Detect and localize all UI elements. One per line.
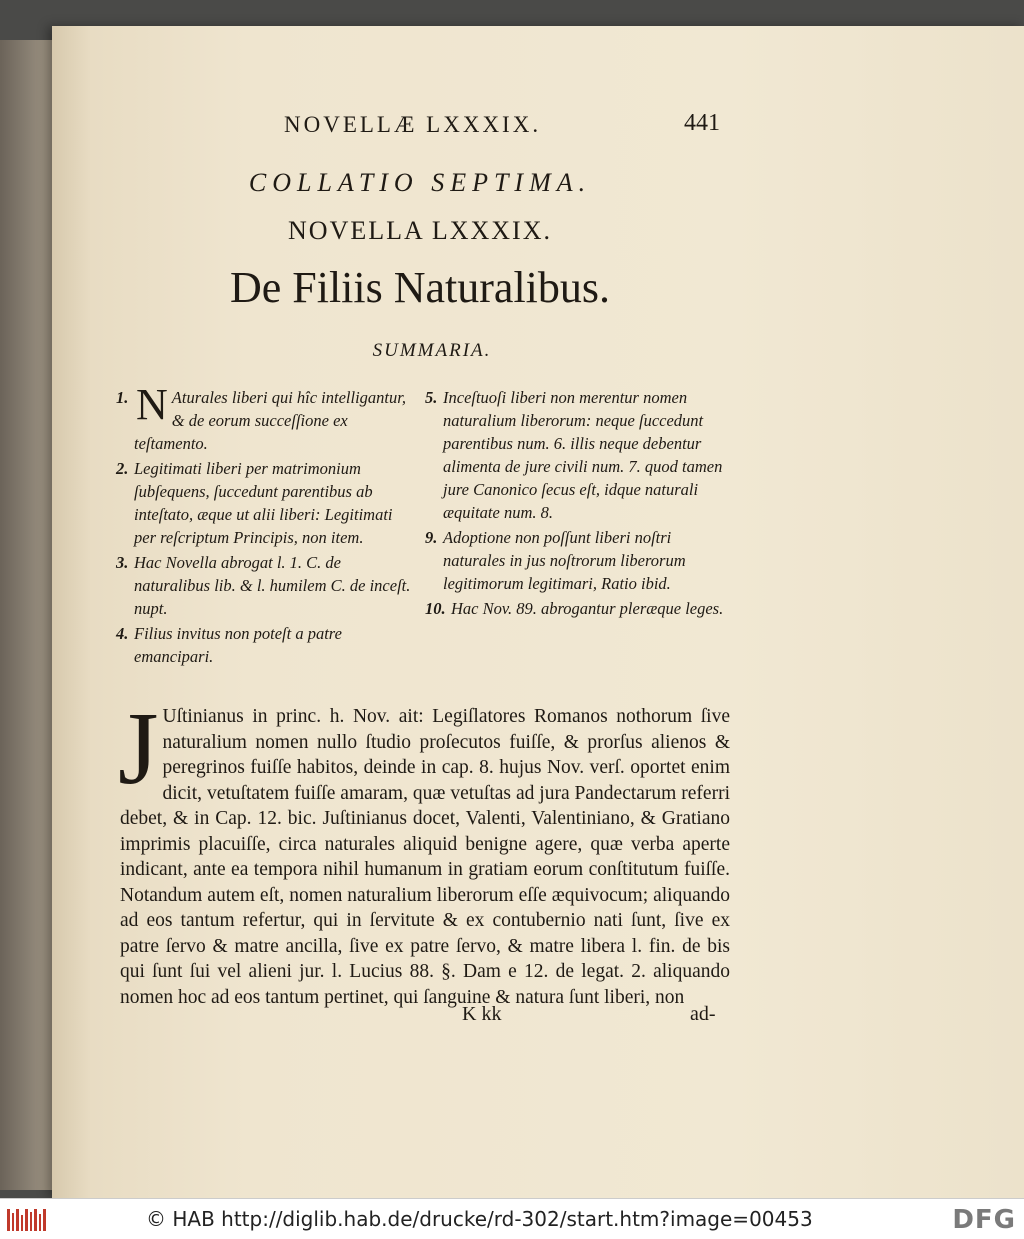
page-number: 441 (684, 110, 720, 136)
dfg-logo[interactable]: DFG (952, 1205, 1016, 1235)
summary-item-text: Hac Nov. 89. abrogantur pleræque leges. (451, 599, 724, 618)
summary-item-number: 5. (425, 388, 438, 407)
summary-item-number: 1. (116, 388, 129, 407)
summary-item (425, 386, 730, 524)
collatio-heading: COLLATIO SEPTIMA. (248, 168, 592, 197)
body-text: Uſtinianus in princ. h. Nov. ait: Legiſlatores Romanos nothorum ſive naturalium nomen nullo ſtudio proſecutos fuiſſe, & prorſus alienos & peregrinos fuiſſe habitos, deinde in cap. 8. hujus Nov. verſ. oportet enim dicit, vetuſtatem fuiſſe amaram, quæ vetuſtas ad jura Pandectarum referri debet, & in Cap. 12. bic. Juſtinianus docet, Valenti, Valentiniano, & Gratiano imprimis placuiſſe, circa naturales aliquid benigne agere, quæ verba aperte indicant, ante ea tempora nihil humanum in gratiam eorum conſtitutum fuiſſe. Notandum autem eſt, nomen naturalium liberorum eſſe æquivocum; aliquando ad eos tantum refertur, qui in ſervitute & ex contubernio nati ſunt, ſive ex patre ſervo & matre ancilla, ſive ex patre ſervo, & matre libera l. fin. de bis qui ſunt ſui vel alieni jur. l. Lucius 88. §. Dam e 12. de legat. 2. aliquando nomen hoc ad eos tantum pertinet, qui ſanguine & natura ſunt liberi, non (120, 706, 730, 1008)
body-drop-cap: J (118, 691, 159, 806)
summary-item (425, 526, 730, 595)
summary-item-number: 2. (116, 459, 129, 478)
summary-item-text: Inceſtuoſi liberi non merentur nomen naturalium liberorum: neque ſuccedunt parentibus num. 6. illis neque debentur alimenta de jure civili num. 7. quod tamen jure Canonico ſecus eſt, idque naturali æquitate num. 8. (443, 388, 723, 522)
summary-item (116, 380, 416, 455)
summary-item-text: Hac Novella abrogat l. 1. C. de naturalibus lib. & l. humilem C. de inceſt. nupt. (134, 553, 411, 618)
summary-item (116, 457, 416, 549)
catchword: ad- (690, 1003, 716, 1025)
summaria-left-column (116, 380, 416, 670)
body-paragraph (118, 691, 730, 1010)
summary-item-text: Aturales liberi qui hîc intelligantur, & de eorum succeſſione ex teſtamento. (134, 388, 406, 453)
summary-item (116, 622, 416, 668)
novella-heading: NOVELLA LXXXIX. (288, 216, 552, 245)
summary-item-text: Filius invitus non poteſt a patre emancipari. (134, 624, 342, 666)
main-title: De Filiis Naturalibus. (229, 263, 611, 312)
summary-drop-cap: N (136, 380, 168, 429)
hab-barcode-icon[interactable] (6, 1207, 50, 1233)
copyright-link[interactable]: © HAB http://diglib.hab.de/drucke/rd-302/start.htm?image=00453 (146, 1207, 813, 1231)
summary-item (116, 551, 416, 620)
viewer-footer (0, 1198, 1024, 1239)
summary-item (425, 597, 730, 620)
summaria-heading: SUMMARIA. (372, 340, 492, 361)
summaria-right-column (425, 386, 730, 622)
previous-page-edge (0, 40, 60, 1190)
summary-item-number: 10. (425, 599, 446, 618)
summary-item-text: Adoptione non poſſunt liberi noſtri naturales in jus noſtrorum liberorum legitimorum legitimari, Ratio ibid. (443, 528, 686, 593)
summary-item-number: 9. (425, 528, 438, 547)
running-head: NOVELLÆ LXXXIX. (284, 112, 542, 137)
summary-item-number: 4. (116, 624, 129, 643)
signature-mark: K kk (462, 1003, 502, 1025)
summary-item-text: Legitimati liberi per matrimonium ſubſequens, ſuccedunt parentibus ab inteſtato, æque ut alii liberi: Legitimati per reſcriptum Principis, non item. (134, 459, 393, 547)
summary-item-number: 3. (116, 553, 129, 572)
